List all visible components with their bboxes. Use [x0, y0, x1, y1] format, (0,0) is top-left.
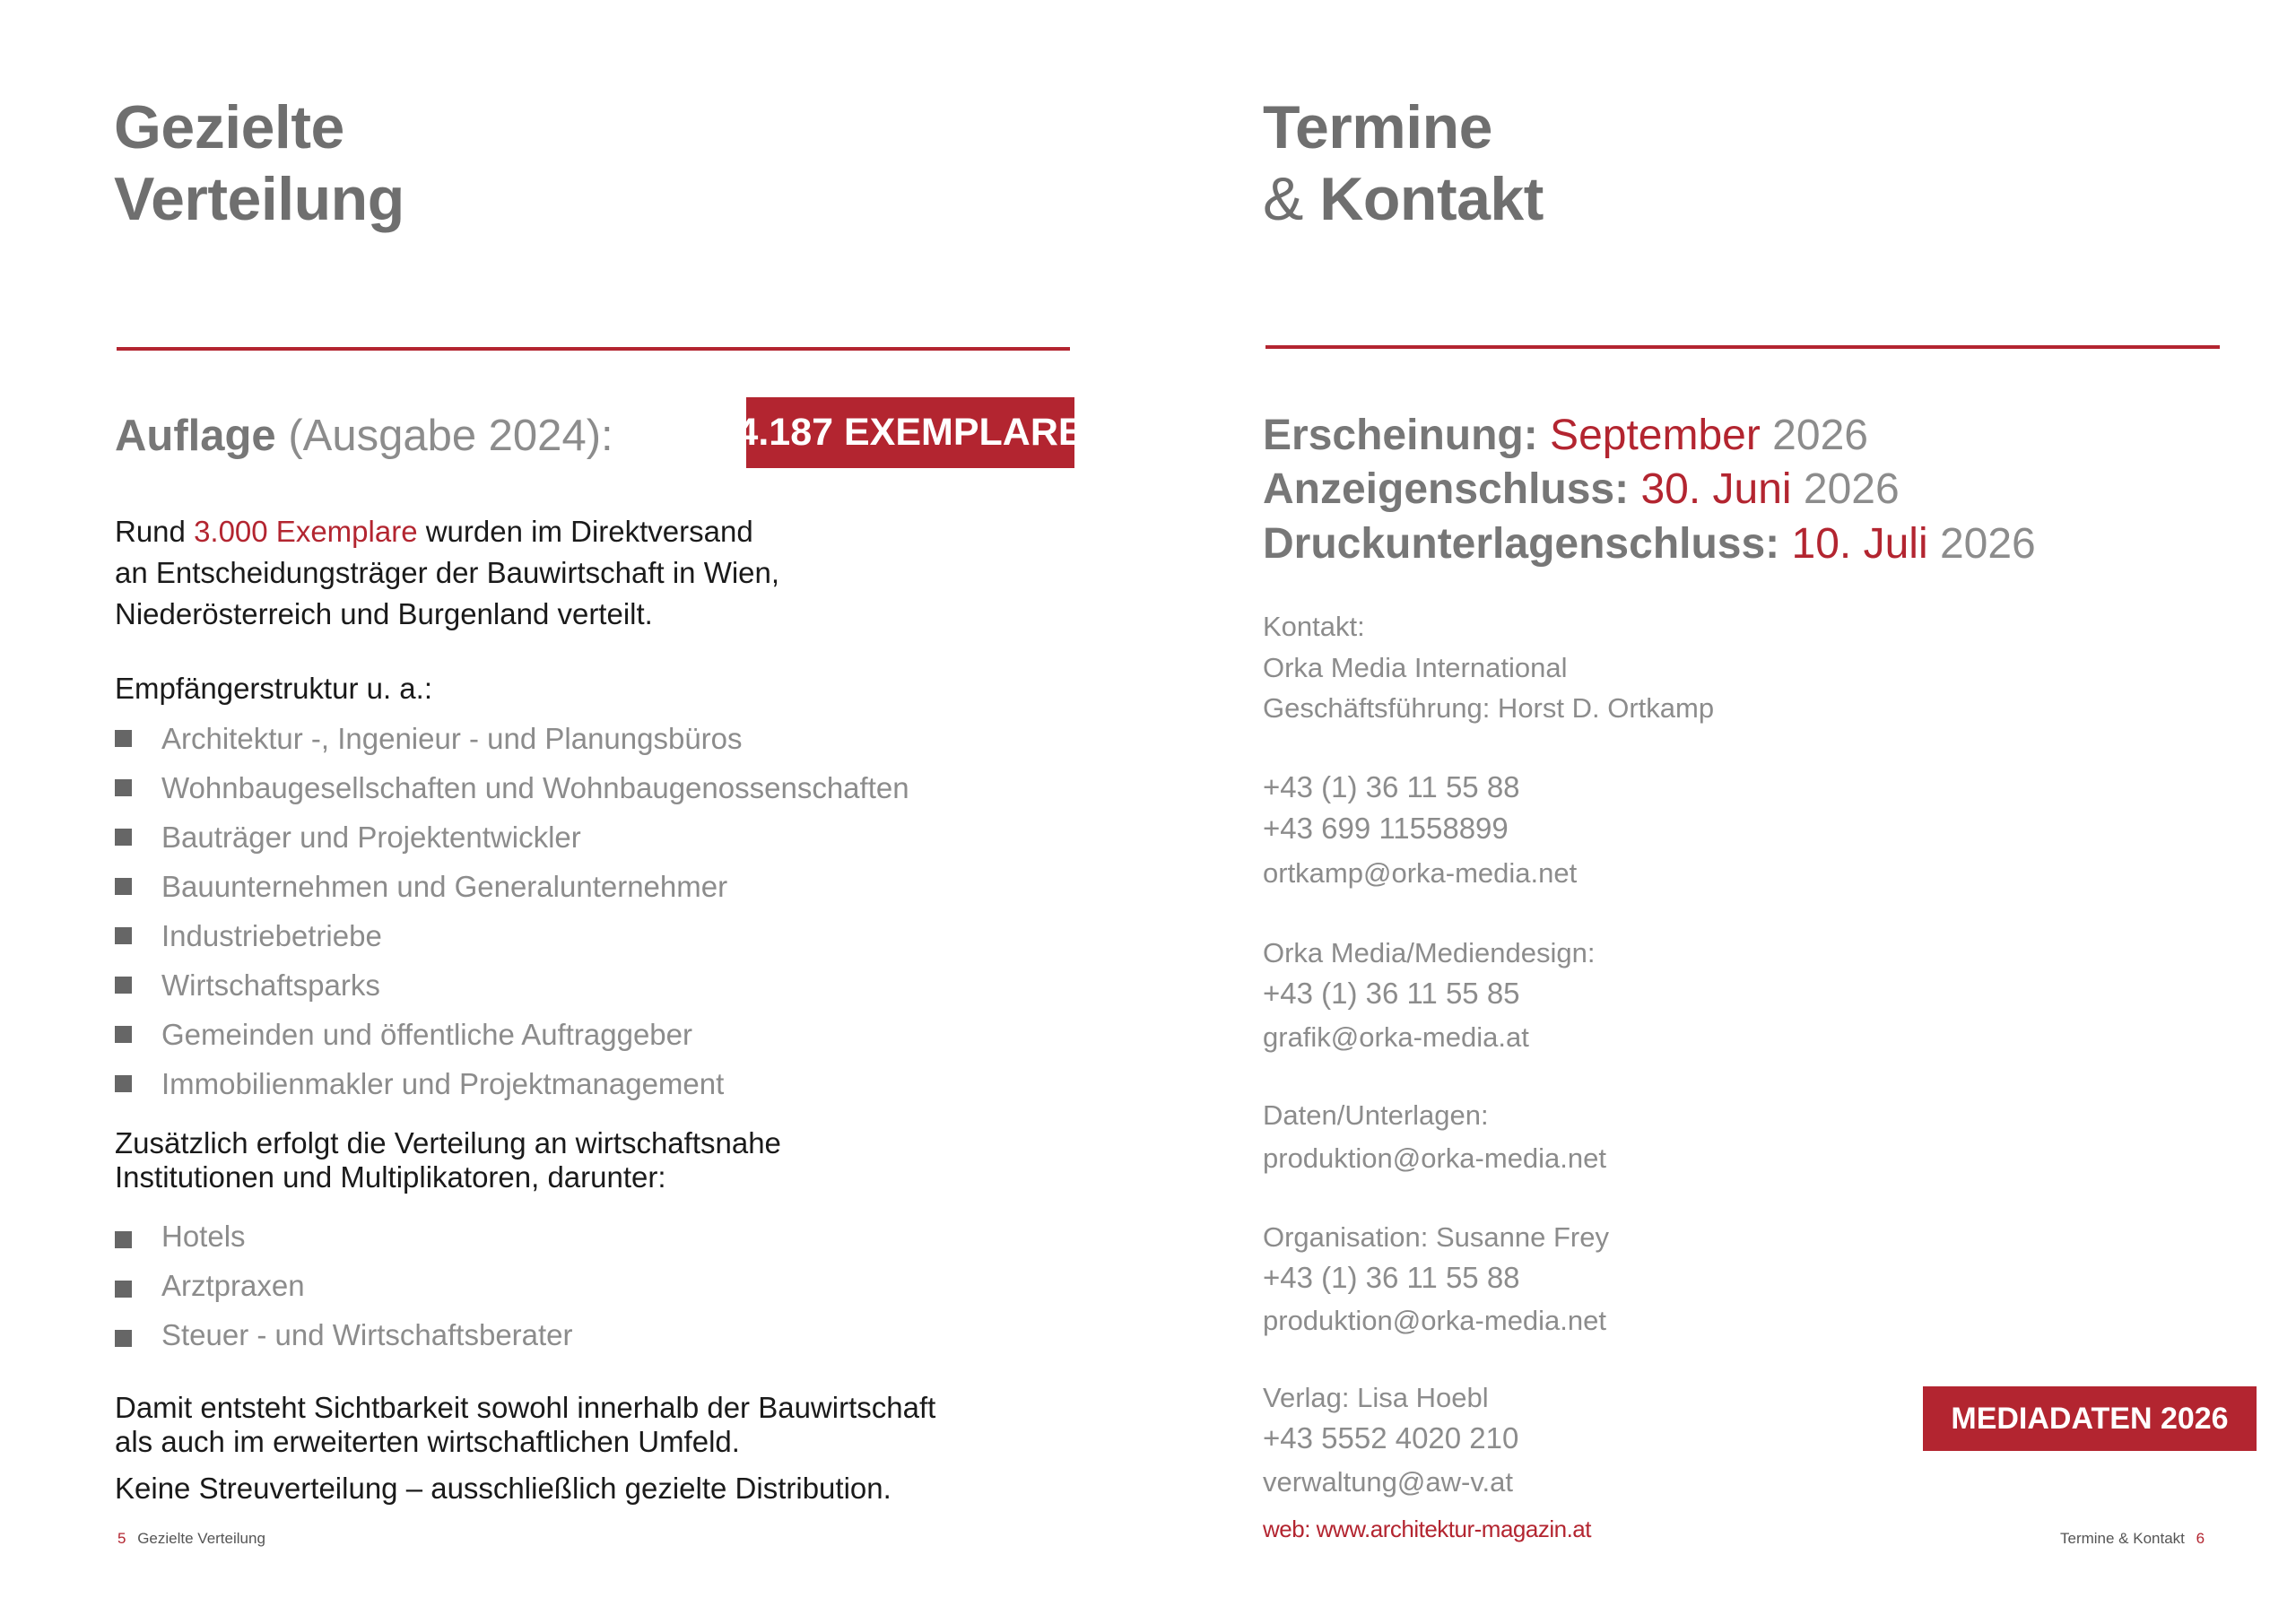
closing-line-2: als auch im erweiterten wirtschaftlichen Umfeld. [115, 1425, 740, 1458]
page-number: 5 [117, 1530, 126, 1547]
closing-line-3: Keine Streuverteilung – ausschließlich gezielte Distribution. [115, 1472, 891, 1505]
square-bullet-icon [115, 1075, 132, 1092]
title-ampersand: & [1263, 165, 1303, 233]
publisher-heading: Verlag: Lisa Hoebl [1263, 1382, 1489, 1413]
list-item-label: Bauträger und Projektentwickler [161, 821, 581, 854]
title-line-1: Gezielte [114, 93, 344, 161]
square-bullet-icon [115, 829, 132, 846]
date-druckunterlagenschluss [1263, 517, 2036, 571]
square-bullet-icon [115, 779, 132, 796]
data-email-link[interactable]: produktion@orka-media.net [1263, 1142, 1607, 1174]
page-footer [2060, 1530, 2205, 1548]
square-bullet-icon [115, 878, 132, 895]
list-item [115, 1015, 909, 1064]
recipients-heading: Empfängerstruktur u. a.: [115, 672, 432, 705]
design-heading: Orka Media/Mediendesign: [1263, 937, 1596, 968]
contact-heading: Kontakt: [1263, 611, 1365, 642]
list-item-label: Hotels [161, 1220, 246, 1253]
organisation-email-link[interactable]: produktion@orka-media.net [1263, 1305, 1607, 1336]
page-number: 6 [2196, 1530, 2205, 1547]
list-item [115, 867, 909, 916]
right-page [1148, 0, 2296, 1624]
publisher-phone: +43 5552 4020 210 [1263, 1421, 1519, 1455]
contact-mobile: +43 699 11558899 [1263, 812, 1509, 845]
intro-pre: Rund [115, 515, 195, 548]
circulation-badge: 4.187 EXEMPLARE [746, 397, 1074, 468]
list-item-label: Gemeinden und öffentliche Auftraggeber [161, 1018, 692, 1051]
list-item [115, 1064, 909, 1114]
list-item-label: Industriebetriebe [161, 919, 382, 952]
date-year: 2026 [1760, 412, 1868, 459]
intro-line-1 [115, 511, 753, 552]
list-item [115, 966, 909, 1015]
web-link[interactable]: web: www.architektur-magazin.at [1263, 1515, 1591, 1542]
list-item [115, 769, 909, 818]
additional-line-2: Institutionen und Multiplikatoren, darunter: [115, 1160, 666, 1194]
auflage-edition: (Ausgabe 2024): [288, 412, 613, 460]
design-email-link[interactable]: grafik@orka-media.at [1263, 1021, 1529, 1053]
list-item [115, 916, 909, 966]
page-title [1263, 91, 1544, 235]
design-phone: +43 (1) 36 11 55 85 [1263, 977, 1520, 1010]
contact-company: Orka Media International [1263, 652, 1568, 683]
date-value: September [1550, 412, 1761, 459]
list-item [115, 818, 909, 867]
list-item-label: Steuer - und Wirtschaftsberater [161, 1318, 573, 1351]
additional-list [115, 1217, 573, 1365]
intro-highlight: 3.000 Exemplare [194, 515, 418, 548]
publisher-email-link[interactable]: verwaltung@aw-v.at [1263, 1466, 1513, 1498]
closing-line-1: Damit entsteht Sichtbarkeit sowohl innerhalb der Bauwirtschaft [115, 1391, 936, 1424]
intro-line-2: an Entscheidungsträger der Bauwirtschaft in Wien, [115, 556, 780, 589]
title-line-2: Kontakt [1319, 165, 1544, 233]
auflage-heading [115, 409, 613, 463]
contact-ceo: Geschäftsführung: Horst D. Ortkamp [1263, 692, 1715, 724]
list-item-label: Architektur -, Ingenieur - und Planungsbüros [161, 722, 743, 755]
date-erscheinung [1263, 409, 1868, 463]
square-bullet-icon [115, 1231, 132, 1248]
additional-line-1: Zusätzlich erfolgt die Verteilung an wirtschaftsnahe [115, 1126, 781, 1159]
list-item [115, 1217, 573, 1266]
contact-phone: +43 (1) 36 11 55 88 [1263, 770, 1520, 803]
square-bullet-icon [115, 1281, 132, 1298]
date-label: Druckunterlagenschluss: [1263, 520, 1780, 568]
date-value: 30. Juni [1640, 465, 1792, 513]
square-bullet-icon [115, 1026, 132, 1043]
title-line-2: Verteilung [114, 165, 404, 233]
mediadaten-badge: MEDIADATEN 2026 [1923, 1386, 2257, 1451]
page-footer [117, 1530, 265, 1548]
list-item-label: Immobilienmakler und Projektmanagement [161, 1067, 725, 1100]
organisation-heading: Organisation: Susanne Frey [1263, 1221, 1609, 1253]
page-title [114, 91, 404, 235]
title-divider [1265, 345, 2220, 349]
square-bullet-icon [115, 977, 132, 994]
list-item [115, 719, 909, 769]
date-value: 10. Juli [1791, 520, 1928, 568]
date-label: Erscheinung: [1263, 412, 1538, 459]
list-item [115, 1266, 573, 1316]
intro-post: wurden im Direktversand [417, 515, 753, 548]
footer-label: Termine & Kontakt [2060, 1530, 2185, 1547]
title-divider [117, 347, 1070, 351]
list-item-label: Wirtschaftsparks [161, 968, 380, 1002]
list-item [115, 1316, 573, 1365]
auflage-label: Auflage [115, 412, 276, 460]
square-bullet-icon [115, 730, 132, 747]
date-year: 2026 [1791, 465, 1900, 513]
intro-line-3: Niederösterreich und Burgenland verteilt. [115, 597, 653, 630]
square-bullet-icon [115, 927, 132, 944]
organisation-phone: +43 (1) 36 11 55 88 [1263, 1261, 1520, 1294]
list-item-label: Arztpraxen [161, 1269, 305, 1302]
data-heading: Daten/Unterlagen: [1263, 1099, 1489, 1131]
date-label: Anzeigenschluss: [1263, 465, 1630, 513]
list-item-label: Wohnbaugesellschaften und Wohnbaugenossenschaften [161, 771, 909, 804]
square-bullet-icon [115, 1330, 132, 1347]
date-year: 2026 [1927, 520, 2036, 568]
contact-email-link[interactable]: ortkamp@orka-media.net [1263, 857, 1578, 889]
footer-label: Gezielte Verteilung [137, 1530, 265, 1547]
title-line-1: Termine [1263, 93, 1492, 161]
date-anzeigenschluss [1263, 463, 1900, 517]
list-item-label: Bauunternehmen und Generalunternehmer [161, 870, 728, 903]
recipients-list [115, 719, 909, 1114]
